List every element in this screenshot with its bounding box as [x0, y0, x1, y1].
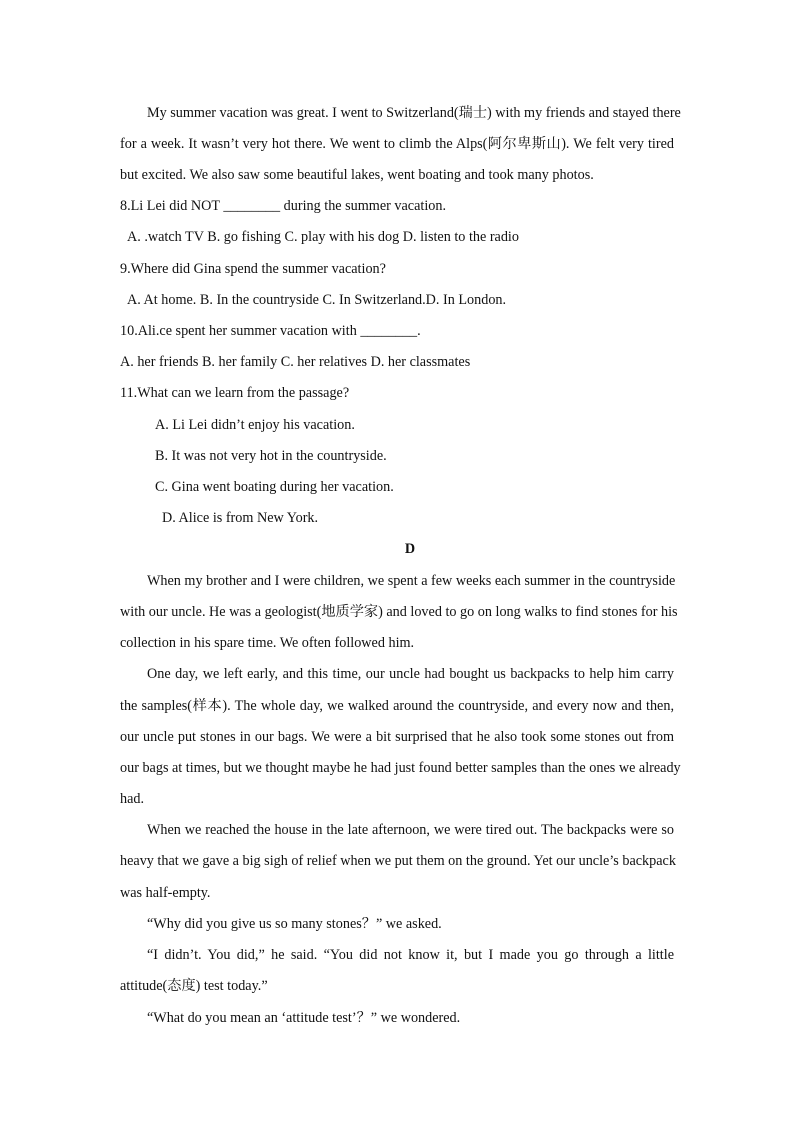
passage-d-line-10: heavy that we gave a big sigh of relief when we put them on the ground. Yet our uncle’s backpack	[120, 853, 676, 869]
passage-d-line-12: “Why did you give us so many stones？” we asked.	[147, 916, 442, 932]
passage-d-line-4: One day, we left early, and this time, our uncle had bought us backpacks to help him carry	[147, 666, 674, 682]
passage-c-line-2: for a week. It wasn’t very hot there. We went to climb the Alps(阿尔卑斯山). We felt very tired	[120, 136, 674, 152]
question-10-options: A. her friends B. her family C. her relatives D. her classmates	[120, 354, 471, 370]
passage-c-line-1: My summer vacation was great. I went to Switzerland(瑞士) with my friends and stayed there	[147, 105, 681, 121]
passage-d-line-8: had.	[120, 791, 145, 807]
passage-d-line-2: with our uncle. He was a geologist(地质学家) and loved to go on long walks to find stones for his	[120, 604, 678, 620]
passage-d-line-14: attitude(态度) test today.”	[120, 978, 268, 994]
question-8-stem: 8.Li Lei did NOT ________ during the summer vacation.	[120, 198, 446, 214]
passage-d-line-9: When we reached the house in the late afternoon, we were tired out. The backpacks were so	[147, 822, 674, 838]
question-10-stem: 10.Ali.ce spent her summer vacation with ________.	[120, 323, 421, 339]
passage-d-line-7: our bags at times, but we thought maybe he had just found better samples than the ones we already	[120, 760, 681, 776]
question-11-option-b: B. It was not very hot in the countryside.	[155, 448, 387, 464]
passage-d-line-3: collection in his spare time. We often followed him.	[120, 635, 415, 651]
passage-d-line-6: our uncle put stones in our bags. We were a bit surprised that he also took some stones out from	[120, 729, 674, 745]
passage-c-line-3: but excited. We also saw some beautiful lakes, went boating and took many photos.	[120, 167, 594, 183]
question-9-options: A. At home. B. In the countryside C. In Switzerland.D. In London.	[127, 292, 507, 308]
passage-d-line-1: When my brother and I were children, we spent a few weeks each summer in the countryside	[147, 573, 676, 589]
passage-d-line-15: “What do you mean an ‘attitude test’？” we wondered.	[147, 1010, 461, 1026]
passage-d-line-11: was half-empty.	[120, 885, 211, 901]
section-d-heading: D	[404, 541, 416, 557]
passage-d-line-5: the samples(样本). The whole day, we walked around the countryside, and every now and then,	[120, 698, 674, 714]
question-11-option-a: A. Li Lei didn’t enjoy his vacation.	[155, 417, 355, 433]
question-11-option-c: C. Gina went boating during her vacation.	[155, 479, 394, 495]
question-11-option-d: D. Alice is from New York.	[162, 510, 319, 526]
question-9-stem: 9.Where did Gina spend the summer vacation?	[120, 261, 386, 277]
passage-d-line-13: “I didn’t. You did,” he said. “You did not know it, but I made you go through a little	[147, 947, 674, 963]
question-11-stem: 11.What can we learn from the passage?	[120, 385, 350, 401]
question-8-options: A. .watch TV B. go fishing C. play with his dog D. listen to the radio	[127, 229, 519, 245]
